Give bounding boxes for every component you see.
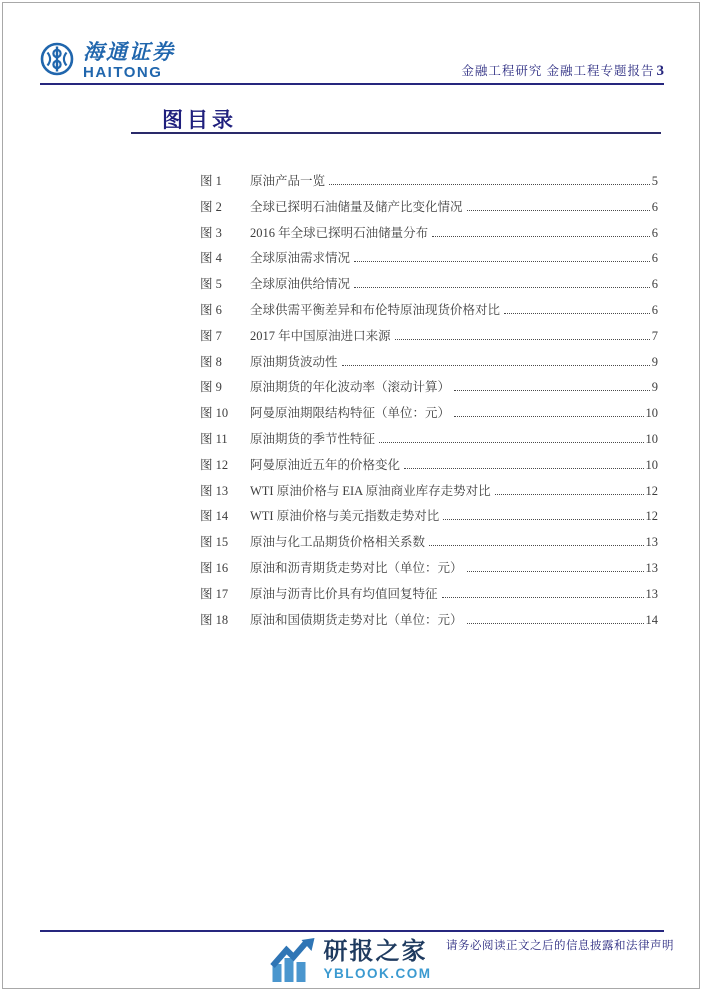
toc-leader-dots [329,184,650,185]
header-report-text: 金融工程研究 金融工程专题报告 [461,64,655,78]
yblook-brand-cn: 研报之家 [323,937,428,965]
toc-entry[interactable] [200,455,658,481]
toc-entry[interactable] [200,223,658,249]
toc-leader-dots [467,210,650,211]
toc-entry-label: 图 2 [200,199,222,214]
yblook-brand-en: YBLOOK.COM [323,965,432,981]
toc-entry-label: 图 8 [200,354,222,369]
toc-entry-label: 图 10 [200,406,229,421]
haitong-logo-en: HAITONG [83,64,163,81]
toc-entry[interactable] [200,610,658,636]
toc-entry-page: 6 [651,225,658,240]
toc-leader-dots [354,287,650,288]
header-report-label [461,61,664,80]
toc-entry-title: 全球供需平衡差异和布伦特原油现货价格对比 [250,302,501,317]
toc-entry-title: 原油和沥青期货走势对比（单位：元） [250,560,463,575]
toc-section-title: 图目录 [162,108,237,132]
toc-leader-dots [495,494,644,495]
toc-entry[interactable] [200,326,658,352]
toc-entry-page: 7 [651,328,658,343]
toc-entry-title: 原油与化工品期货价格相关系数 [250,535,426,550]
toc-entry-title: 2017 年中国原油进口来源 [250,328,391,343]
haitong-coin-icon [40,42,74,76]
toc-entry[interactable] [200,274,658,300]
toc-entry-title: 阿曼原油近五年的价格变化 [250,457,401,472]
toc-entry[interactable] [200,584,658,610]
toc-entry-title: 原油期货的年化波动率（滚动计算） [250,380,451,395]
toc-entry-page: 10 [645,431,658,446]
toc-entry-page: 9 [651,354,658,369]
toc-entry-page: 6 [651,277,658,292]
toc-entry-title: 全球原油需求情况 [250,251,351,266]
toc-entry-label: 图 5 [200,277,222,292]
toc-entry-title: 全球原油供给情况 [250,277,351,292]
toc-entry-page: 10 [645,406,658,421]
toc-entry-title: 原油与沥青比价具有均值回复特征 [250,586,438,601]
toc-entry-title: 全球已探明石油储量及储产比变化情况 [250,199,463,214]
toc-title-underline [131,132,661,134]
toc-entry-page: 13 [645,560,658,575]
toc-entry-label: 图 6 [200,302,222,317]
toc-leader-dots [379,442,643,443]
toc-entry[interactable] [200,558,658,584]
toc-entry-label: 图 17 [200,586,229,601]
toc-entry[interactable] [200,506,658,532]
toc-entry-page: 14 [645,612,658,627]
toc-entry-page: 10 [645,457,658,472]
header-page-number: 3 [656,63,664,79]
toc-entry-title: WTI 原油价格与美元指数走势对比 [250,509,440,524]
toc-entry-label: 图 11 [200,431,228,446]
toc-entry[interactable] [200,171,658,197]
toc-entry[interactable] [200,532,658,558]
toc-entry-page: 12 [645,483,658,498]
toc-leader-dots [432,236,650,237]
toc-entry-label: 图 14 [200,509,229,524]
toc-entry-page: 6 [651,302,658,317]
toc-entry-label: 图 12 [200,457,229,472]
toc-leader-dots [467,623,644,624]
toc-leader-dots [454,416,643,417]
toc-leader-dots [504,313,650,314]
toc-entry-page: 6 [651,199,658,214]
toc-entry[interactable] [200,352,658,378]
toc-leader-dots [443,519,643,520]
yblook-brand [271,938,432,982]
toc-entry-label: 图 1 [200,174,222,188]
toc-entry-page: 5 [651,174,658,188]
toc-entry-label: 图 9 [200,380,222,395]
footer-divider-line [40,930,664,932]
footer-disclaimer: 请务必阅读正文之后的信息披露和法律声明 [446,940,674,952]
toc-entry-page: 6 [651,251,658,266]
toc-entry-label: 图 4 [200,251,222,266]
haitong-logo-cn: 海通证券 [83,40,175,64]
toc-entry-title: 原油期货波动性 [250,354,338,369]
toc-entry-label: 图 16 [200,560,229,575]
yblook-chart-arrow-icon [271,938,317,982]
toc-entry-title: 原油产品一览 [250,174,326,188]
toc-entry-title: 阿曼原油期限结构特征（单位：元） [250,406,451,421]
toc-entry[interactable] [200,481,658,507]
toc-entry[interactable] [200,300,658,326]
toc-entry-title: WTI 原油价格与 EIA 原油商业库存走势对比 [250,483,491,498]
toc-leader-dots [395,339,650,340]
toc-leader-dots [467,571,644,572]
haitong-logo [40,42,175,80]
toc-entry-title: 原油期货的季节性特征 [250,431,376,446]
toc-entry-label: 图 7 [200,328,222,343]
toc-entry-page: 13 [645,586,658,601]
toc-entry[interactable] [200,403,658,429]
toc-entry[interactable] [200,197,658,223]
header-divider-line [40,83,664,85]
toc-leader-dots [429,545,643,546]
toc-entry[interactable] [200,248,658,274]
toc-entry-page: 12 [645,509,658,524]
toc-entry-page: 13 [645,535,658,550]
toc-entry[interactable] [200,429,658,455]
toc-entry-title: 2016 年全球已探明石油储量分布 [250,225,429,240]
toc-entry-label: 图 18 [200,612,229,627]
toc-entry-label: 图 15 [200,535,229,550]
toc-entry-page: 9 [651,380,658,395]
toc-entry[interactable] [200,377,658,403]
toc-entry-title: 原油和国债期货走势对比（单位：元） [250,612,463,627]
toc-leader-dots [354,261,650,262]
toc-leader-dots [442,597,644,598]
toc-leader-dots [342,365,650,366]
toc-list [200,171,658,635]
toc-leader-dots [454,390,650,391]
toc-leader-dots [404,468,643,469]
toc-entry-label: 图 13 [200,483,229,498]
toc-entry-label: 图 3 [200,225,222,240]
